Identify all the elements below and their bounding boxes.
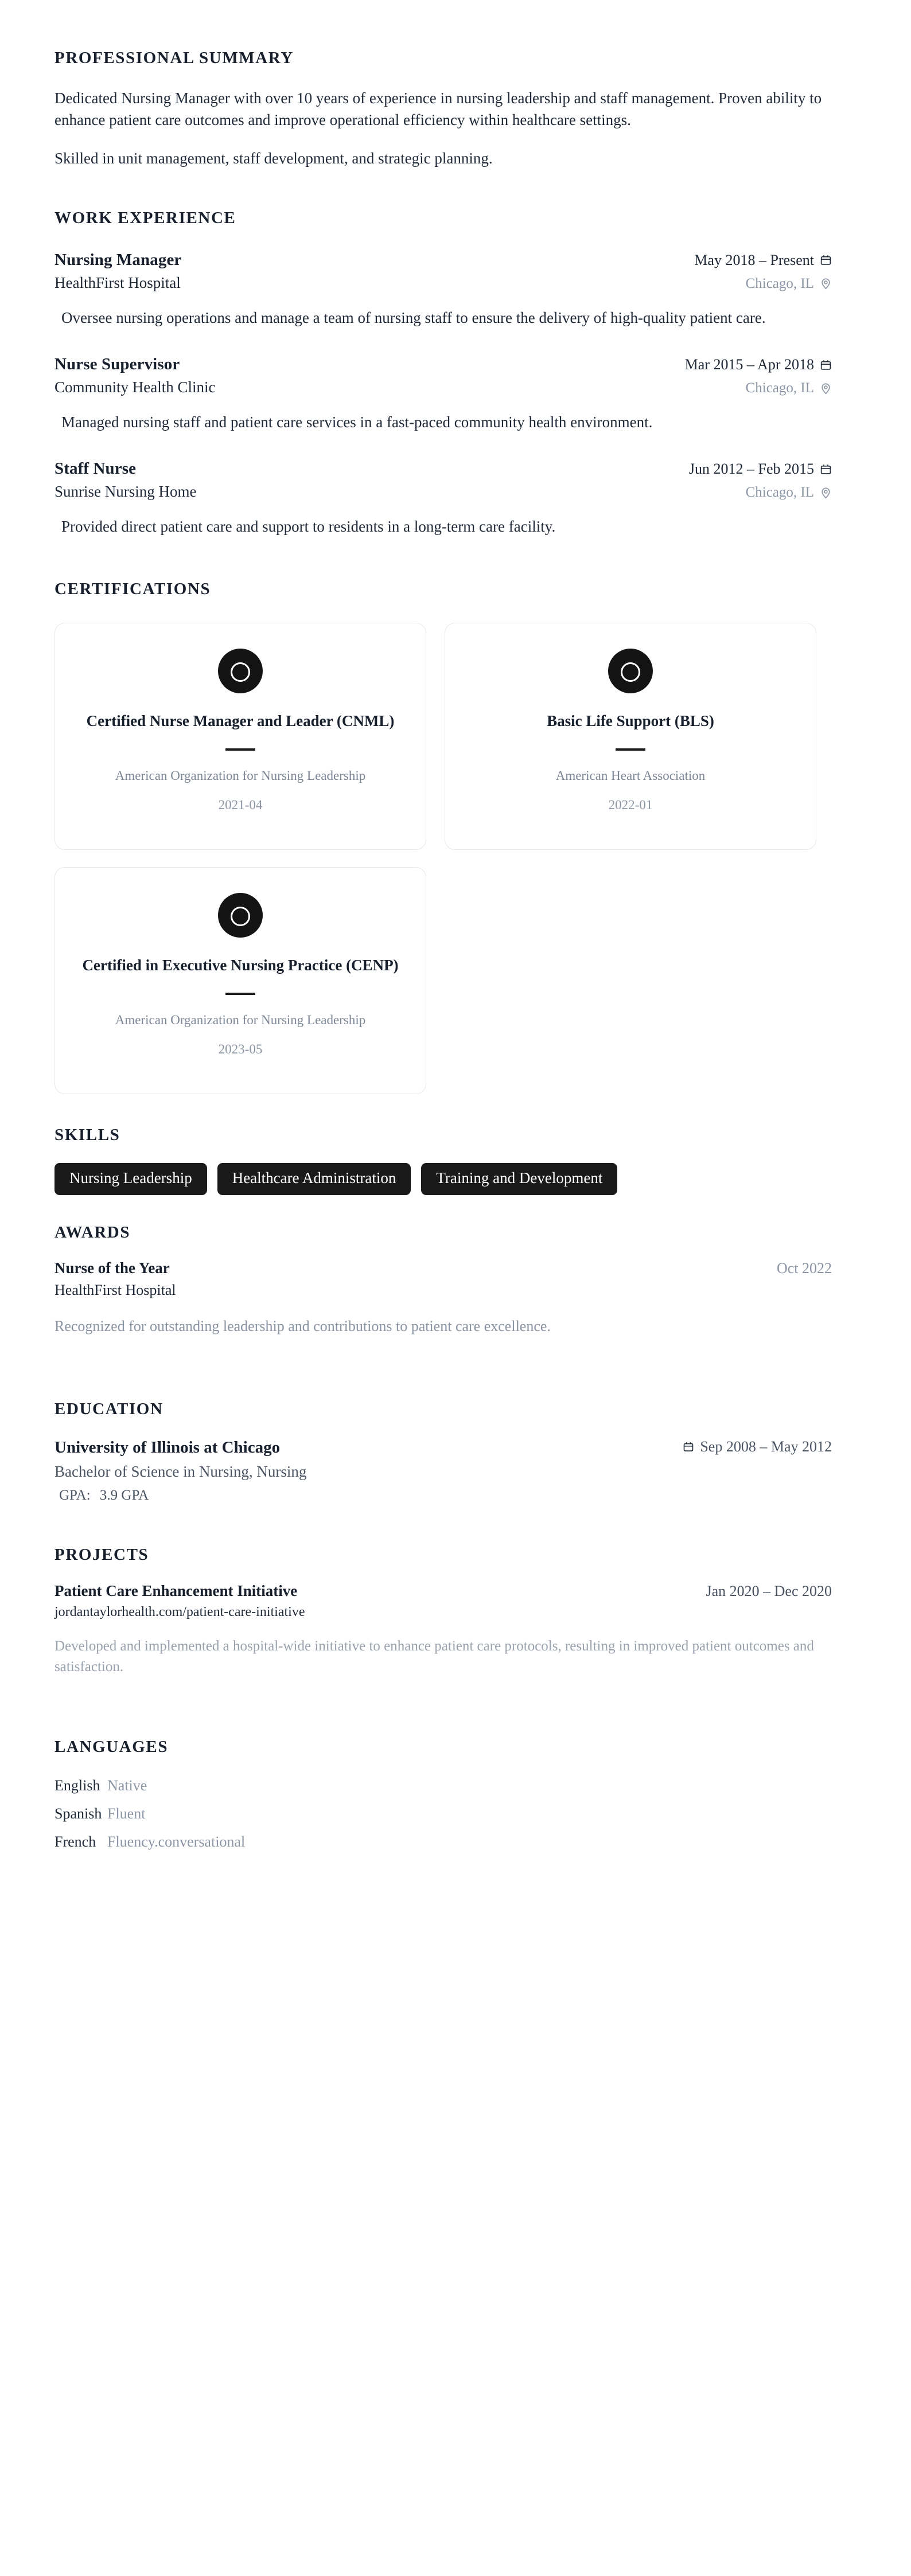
- language-level: Native: [107, 1777, 147, 1794]
- job-description: Provided direct patient care and support to residents in a long-term care facility.: [61, 518, 556, 536]
- languages-list: [54, 1777, 832, 1851]
- job-description: Oversee nursing operations and manage a team of nursing staff to ensure the delivery of high-quality patient care.: [61, 309, 766, 326]
- section-heading-skills: SKILLS: [54, 1125, 120, 1144]
- certification-card: [54, 867, 426, 1094]
- divider: [225, 993, 255, 995]
- gpa-label: GPA:: [59, 1487, 91, 1503]
- job-location: Chicago, IL: [745, 275, 814, 291]
- certification-date: 2023-05: [218, 1042, 263, 1056]
- award-header-row: [54, 1259, 832, 1277]
- work-experience-item: [54, 355, 832, 433]
- divider: [225, 748, 255, 751]
- skills-list: [54, 1163, 832, 1196]
- job-header-row: [54, 251, 832, 270]
- section-heading-languages: LANGUAGES: [54, 1738, 169, 1757]
- divider: [616, 748, 645, 751]
- certification-badge-icon: [608, 649, 653, 693]
- job-date-group: [685, 356, 832, 373]
- award-item: [54, 1259, 832, 1337]
- gpa-value: 3.9 GPA: [99, 1487, 149, 1503]
- education-date: Sep 2008 – May 2012: [700, 1438, 832, 1455]
- certification-badge-icon: [218, 893, 263, 938]
- award-title: Nurse of the Year: [54, 1259, 170, 1277]
- job-header-row: [54, 355, 832, 374]
- education-date-group: [683, 1438, 832, 1455]
- job-company: HealthFirst Hospital: [54, 274, 181, 291]
- certifications-grid: [54, 623, 832, 1094]
- badge-ring: [231, 907, 250, 926]
- job-company: Sunrise Nursing Home: [54, 483, 197, 501]
- job-date: Mar 2015 – Apr 2018: [684, 356, 814, 373]
- project-date: Jan 2020 – Dec 2020: [706, 1583, 832, 1600]
- calendar-icon: [820, 359, 832, 371]
- job-description: Managed nursing staff and patient care services in a fast-paced community health environment.: [61, 413, 653, 431]
- language-level: Fluent: [107, 1805, 146, 1822]
- project-item: [54, 1582, 832, 1677]
- skill-pill: Healthcare Administration: [217, 1163, 411, 1196]
- language-name: Spanish: [54, 1805, 102, 1822]
- job-location: Chicago, IL: [745, 485, 814, 501]
- location-pin-icon: [820, 383, 832, 395]
- certification-name: Basic Life Support (BLS): [547, 712, 714, 729]
- education-gpa: [54, 1488, 832, 1504]
- job-title: Nursing Manager: [54, 250, 182, 269]
- calendar-icon: [820, 463, 832, 475]
- job-title: Staff Nurse: [54, 459, 137, 478]
- education-list: [54, 1438, 832, 1504]
- certification-date: 2022-01: [608, 798, 653, 812]
- project-title: Patient Care Enhancement Initiative: [54, 1582, 298, 1600]
- job-subheader-row: [54, 270, 832, 292]
- section-heading-projects: PROJECTS: [54, 1545, 149, 1564]
- location-pin-icon: [820, 487, 832, 499]
- badge-ring: [231, 662, 250, 682]
- awards-list: [54, 1259, 832, 1337]
- certification-badge-icon: [218, 649, 263, 693]
- language-level: Fluency.conversational: [107, 1833, 246, 1851]
- certification-name: Certified in Executive Nursing Practice (CENP): [82, 956, 399, 974]
- language-item: [54, 1805, 832, 1822]
- job-location-group: [746, 485, 832, 501]
- education-header-row: [54, 1438, 832, 1457]
- education-item: [54, 1438, 832, 1504]
- section-heading-certifications: CERTIFICATIONS: [54, 579, 211, 598]
- job-date-group: [689, 460, 832, 478]
- projects-list: [54, 1582, 832, 1677]
- education-school: University of Illinois at Chicago: [54, 1438, 281, 1457]
- language-item: [54, 1833, 832, 1851]
- job-title: Nurse Supervisor: [54, 355, 180, 374]
- skill-pill: Training and Development: [421, 1163, 617, 1196]
- certification-issuer: American Heart Association: [555, 768, 706, 783]
- section-heading-work-experience: WORK EXPERIENCE: [54, 208, 236, 227]
- project-link[interactable]: jordantaylorhealth.com/patient-care-initiative: [54, 1605, 305, 1620]
- work-experience-item: [54, 251, 832, 329]
- job-date-group: [694, 252, 832, 269]
- certification-card: [445, 623, 816, 850]
- certification-date: 2021-04: [218, 798, 263, 812]
- work-experience-item: [54, 459, 832, 537]
- skill-pill: Nursing Leadership: [54, 1163, 207, 1196]
- job-location-group: [746, 276, 832, 292]
- section-heading-professional-summary: PROFESSIONAL SUMMARY: [54, 49, 294, 67]
- language-name: English: [54, 1777, 100, 1794]
- education-degree: Bachelor of Science in Nursing, Nursing: [54, 1462, 307, 1480]
- job-location: Chicago, IL: [745, 380, 814, 396]
- job-company: Community Health Clinic: [54, 378, 216, 396]
- resume-content: [54, 49, 832, 1851]
- job-subheader-row: [54, 478, 832, 501]
- certification-name: Certified Nurse Manager and Leader (CNML): [86, 712, 395, 729]
- job-date: May 2018 – Present: [694, 251, 814, 268]
- award-organization: HealthFirst Hospital: [54, 1282, 176, 1299]
- summary-body: [54, 87, 832, 169]
- language-name: French: [54, 1833, 96, 1851]
- calendar-icon: [683, 1441, 694, 1453]
- calendar-icon: [820, 254, 832, 266]
- award-date: Oct 2022: [776, 1260, 832, 1277]
- job-location-group: [746, 380, 832, 396]
- work-experience-list: [54, 251, 832, 538]
- award-description: Recognized for outstanding leadership and contributions to patient care excellence.: [54, 1318, 551, 1335]
- project-header-row: [54, 1582, 832, 1600]
- summary-paragraph: Dedicated Nursing Manager with over 10 years of experience in nursing leadership and staff management. Proven ability to enhance patient care outcomes and improve operational efficiency within healthcare settings.: [54, 89, 822, 129]
- certification-card: [54, 623, 426, 850]
- summary-paragraph: Skilled in unit management, staff development, and strategic planning.: [54, 149, 493, 167]
- section-heading-awards: AWARDS: [54, 1223, 131, 1242]
- certification-issuer: American Organization for Nursing Leadership: [115, 1012, 366, 1027]
- job-subheader-row: [54, 374, 832, 396]
- location-pin-icon: [820, 278, 832, 290]
- language-item: [54, 1777, 832, 1794]
- job-date: Jun 2012 – Feb 2015: [688, 460, 814, 478]
- badge-ring: [621, 662, 640, 682]
- job-header-row: [54, 459, 832, 478]
- certification-issuer: American Organization for Nursing Leadership: [115, 768, 366, 783]
- section-heading-education: EDUCATION: [54, 1399, 163, 1418]
- project-description: Developed and implemented a hospital-wide initiative to enhance patient care protocols, resulting in improved patient outcomes and satisfaction.: [54, 1638, 814, 1675]
